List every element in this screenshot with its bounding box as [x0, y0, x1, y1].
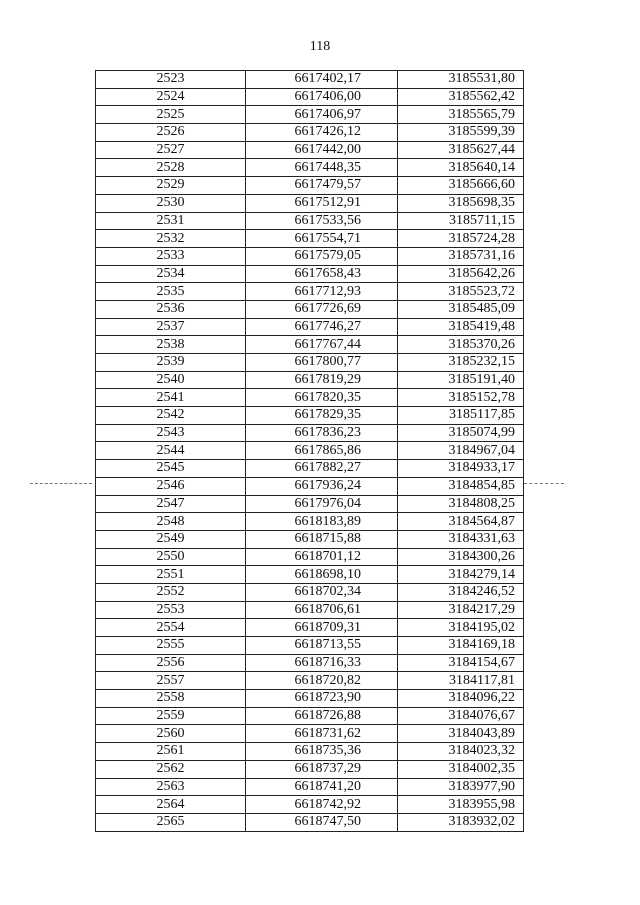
table-row: [96, 672, 524, 690]
point-number-cell: 2542: [96, 407, 246, 425]
table-row: [96, 265, 524, 283]
table-row: [96, 566, 524, 584]
point-number-cell: 2546: [96, 477, 246, 495]
point-number-cell: 2530: [96, 194, 246, 212]
table-row: [96, 159, 524, 177]
y-coordinate-cell: 3184967,04: [398, 442, 524, 460]
point-number-cell: 2528: [96, 159, 246, 177]
x-coordinate-cell: 6618742,92: [246, 796, 398, 814]
table-row: [96, 495, 524, 513]
table-row: [96, 530, 524, 548]
x-coordinate-cell: 6617658,43: [246, 265, 398, 283]
point-number-cell: 2550: [96, 548, 246, 566]
point-number-cell: 2549: [96, 530, 246, 548]
x-coordinate-cell: 6618709,31: [246, 619, 398, 637]
point-number-cell: 2537: [96, 318, 246, 336]
x-coordinate-cell: 6618706,61: [246, 601, 398, 619]
coordinates-table: [95, 70, 524, 832]
y-coordinate-cell: 3185232,15: [398, 354, 524, 372]
y-coordinate-cell: 3184154,67: [398, 654, 524, 672]
y-coordinate-cell: 3184279,14: [398, 566, 524, 584]
scan-artifact-line-left: [30, 483, 92, 484]
y-coordinate-cell: 3184331,63: [398, 530, 524, 548]
y-coordinate-cell: 3184246,52: [398, 583, 524, 601]
x-coordinate-cell: 6617976,04: [246, 495, 398, 513]
table-row: [96, 247, 524, 265]
table-row: [96, 177, 524, 195]
table-row: [96, 442, 524, 460]
point-number-cell: 2535: [96, 283, 246, 301]
table-row: [96, 690, 524, 708]
point-number-cell: 2525: [96, 106, 246, 124]
y-coordinate-cell: 3185599,39: [398, 124, 524, 142]
x-coordinate-cell: 6618747,50: [246, 813, 398, 831]
x-coordinate-cell: 6617406,00: [246, 88, 398, 106]
y-coordinate-cell: 3184195,02: [398, 619, 524, 637]
point-number-cell: 2561: [96, 743, 246, 761]
table-row: [96, 71, 524, 89]
y-coordinate-cell: 3185191,40: [398, 371, 524, 389]
x-coordinate-cell: 6617402,17: [246, 71, 398, 89]
y-coordinate-cell: 3184002,35: [398, 760, 524, 778]
table-row: [96, 725, 524, 743]
y-coordinate-cell: 3185370,26: [398, 336, 524, 354]
table-row: [96, 778, 524, 796]
y-coordinate-cell: 3185485,09: [398, 300, 524, 318]
x-coordinate-cell: 6617448,35: [246, 159, 398, 177]
table-row: [96, 371, 524, 389]
x-coordinate-cell: 6618720,82: [246, 672, 398, 690]
y-coordinate-cell: 3185724,28: [398, 230, 524, 248]
table-row: [96, 389, 524, 407]
y-coordinate-cell: 3183977,90: [398, 778, 524, 796]
table-row: [96, 460, 524, 478]
point-number-cell: 2527: [96, 141, 246, 159]
x-coordinate-cell: 6617767,44: [246, 336, 398, 354]
table-row: [96, 760, 524, 778]
x-coordinate-cell: 6618737,29: [246, 760, 398, 778]
table-row: [96, 513, 524, 531]
point-number-cell: 2562: [96, 760, 246, 778]
point-number-cell: 2564: [96, 796, 246, 814]
y-coordinate-cell: 3185627,44: [398, 141, 524, 159]
point-number-cell: 2538: [96, 336, 246, 354]
y-coordinate-cell: 3183932,02: [398, 813, 524, 831]
point-number-cell: 2563: [96, 778, 246, 796]
point-number-cell: 2543: [96, 424, 246, 442]
point-number-cell: 2541: [96, 389, 246, 407]
y-coordinate-cell: 3183955,98: [398, 796, 524, 814]
y-coordinate-cell: 3185117,85: [398, 407, 524, 425]
x-coordinate-cell: 6617819,29: [246, 371, 398, 389]
point-number-cell: 2560: [96, 725, 246, 743]
y-coordinate-cell: 3185666,60: [398, 177, 524, 195]
y-coordinate-cell: 3185523,72: [398, 283, 524, 301]
table-row: [96, 300, 524, 318]
table-row: [96, 354, 524, 372]
point-number-cell: 2553: [96, 601, 246, 619]
x-coordinate-cell: 6617554,71: [246, 230, 398, 248]
point-number-cell: 2524: [96, 88, 246, 106]
point-number-cell: 2558: [96, 690, 246, 708]
x-coordinate-cell: 6617512,91: [246, 194, 398, 212]
table-row: [96, 548, 524, 566]
y-coordinate-cell: 3184854,85: [398, 477, 524, 495]
point-number-cell: 2556: [96, 654, 246, 672]
table-row: [96, 707, 524, 725]
y-coordinate-cell: 3185731,16: [398, 247, 524, 265]
table-row: [96, 336, 524, 354]
point-number-cell: 2534: [96, 265, 246, 283]
table-row: [96, 106, 524, 124]
x-coordinate-cell: 6617533,56: [246, 212, 398, 230]
table-row: [96, 637, 524, 655]
x-coordinate-cell: 6617820,35: [246, 389, 398, 407]
table-row: [96, 141, 524, 159]
y-coordinate-cell: 3184043,89: [398, 725, 524, 743]
point-number-cell: 2551: [96, 566, 246, 584]
coordinates-table-body: [96, 71, 524, 832]
point-number-cell: 2545: [96, 460, 246, 478]
table-row: [96, 424, 524, 442]
table-row: [96, 583, 524, 601]
scan-artifact-line-right: [524, 483, 564, 484]
point-number-cell: 2526: [96, 124, 246, 142]
x-coordinate-cell: 6618183,89: [246, 513, 398, 531]
point-number-cell: 2547: [96, 495, 246, 513]
x-coordinate-cell: 6618726,88: [246, 707, 398, 725]
page-number: 118: [309, 39, 331, 54]
table-row: [96, 88, 524, 106]
x-coordinate-cell: 6618702,34: [246, 583, 398, 601]
x-coordinate-cell: 6617479,57: [246, 177, 398, 195]
y-coordinate-cell: 3185642,26: [398, 265, 524, 283]
y-coordinate-cell: 3184808,25: [398, 495, 524, 513]
point-number-cell: 2529: [96, 177, 246, 195]
y-coordinate-cell: 3185419,48: [398, 318, 524, 336]
x-coordinate-cell: 6617800,77: [246, 354, 398, 372]
y-coordinate-cell: 3184564,87: [398, 513, 524, 531]
x-coordinate-cell: 6617726,69: [246, 300, 398, 318]
x-coordinate-cell: 6617442,00: [246, 141, 398, 159]
point-number-cell: 2548: [96, 513, 246, 531]
point-number-cell: 2533: [96, 247, 246, 265]
point-number-cell: 2552: [96, 583, 246, 601]
point-number-cell: 2559: [96, 707, 246, 725]
table-row: [96, 283, 524, 301]
x-coordinate-cell: 6617836,23: [246, 424, 398, 442]
table-row: [96, 601, 524, 619]
y-coordinate-cell: 3184117,81: [398, 672, 524, 690]
x-coordinate-cell: 6618698,10: [246, 566, 398, 584]
x-coordinate-cell: 6618731,62: [246, 725, 398, 743]
y-coordinate-cell: 3184217,29: [398, 601, 524, 619]
y-coordinate-cell: 3185640,14: [398, 159, 524, 177]
x-coordinate-cell: 6617406,97: [246, 106, 398, 124]
y-coordinate-cell: 3184096,22: [398, 690, 524, 708]
x-coordinate-cell: 6618735,36: [246, 743, 398, 761]
x-coordinate-cell: 6617936,24: [246, 477, 398, 495]
table-row: [96, 407, 524, 425]
table-row: [96, 318, 524, 336]
x-coordinate-cell: 6618723,90: [246, 690, 398, 708]
y-coordinate-cell: 3185562,42: [398, 88, 524, 106]
y-coordinate-cell: 3184023,32: [398, 743, 524, 761]
x-coordinate-cell: 6618713,55: [246, 637, 398, 655]
y-coordinate-cell: 3184933,17: [398, 460, 524, 478]
x-coordinate-cell: 6617426,12: [246, 124, 398, 142]
y-coordinate-cell: 3185152,78: [398, 389, 524, 407]
y-coordinate-cell: 3185565,79: [398, 106, 524, 124]
x-coordinate-cell: 6617712,93: [246, 283, 398, 301]
table-row: [96, 743, 524, 761]
y-coordinate-cell: 3184300,26: [398, 548, 524, 566]
y-coordinate-cell: 3184169,18: [398, 637, 524, 655]
point-number-cell: 2523: [96, 71, 246, 89]
y-coordinate-cell: 3185698,35: [398, 194, 524, 212]
point-number-cell: 2540: [96, 371, 246, 389]
table-row: [96, 194, 524, 212]
point-number-cell: 2539: [96, 354, 246, 372]
point-number-cell: 2554: [96, 619, 246, 637]
y-coordinate-cell: 3185531,80: [398, 71, 524, 89]
x-coordinate-cell: 6617882,27: [246, 460, 398, 478]
y-coordinate-cell: 3185711,15: [398, 212, 524, 230]
x-coordinate-cell: 6618741,20: [246, 778, 398, 796]
table-row: [96, 124, 524, 142]
table-row: [96, 619, 524, 637]
point-number-cell: 2557: [96, 672, 246, 690]
y-coordinate-cell: 3185074,99: [398, 424, 524, 442]
x-coordinate-cell: 6618701,12: [246, 548, 398, 566]
point-number-cell: 2536: [96, 300, 246, 318]
x-coordinate-cell: 6617865,86: [246, 442, 398, 460]
point-number-cell: 2532: [96, 230, 246, 248]
point-number-cell: 2531: [96, 212, 246, 230]
table-row: [96, 654, 524, 672]
point-number-cell: 2565: [96, 813, 246, 831]
x-coordinate-cell: 6617579,05: [246, 247, 398, 265]
table-row: [96, 477, 524, 495]
point-number-cell: 2544: [96, 442, 246, 460]
x-coordinate-cell: 6618716,33: [246, 654, 398, 672]
table-row: [96, 813, 524, 831]
table-row: [96, 796, 524, 814]
x-coordinate-cell: 6617829,35: [246, 407, 398, 425]
table-row: [96, 230, 524, 248]
table-row: [96, 212, 524, 230]
x-coordinate-cell: 6618715,88: [246, 530, 398, 548]
point-number-cell: 2555: [96, 637, 246, 655]
y-coordinate-cell: 3184076,67: [398, 707, 524, 725]
x-coordinate-cell: 6617746,27: [246, 318, 398, 336]
